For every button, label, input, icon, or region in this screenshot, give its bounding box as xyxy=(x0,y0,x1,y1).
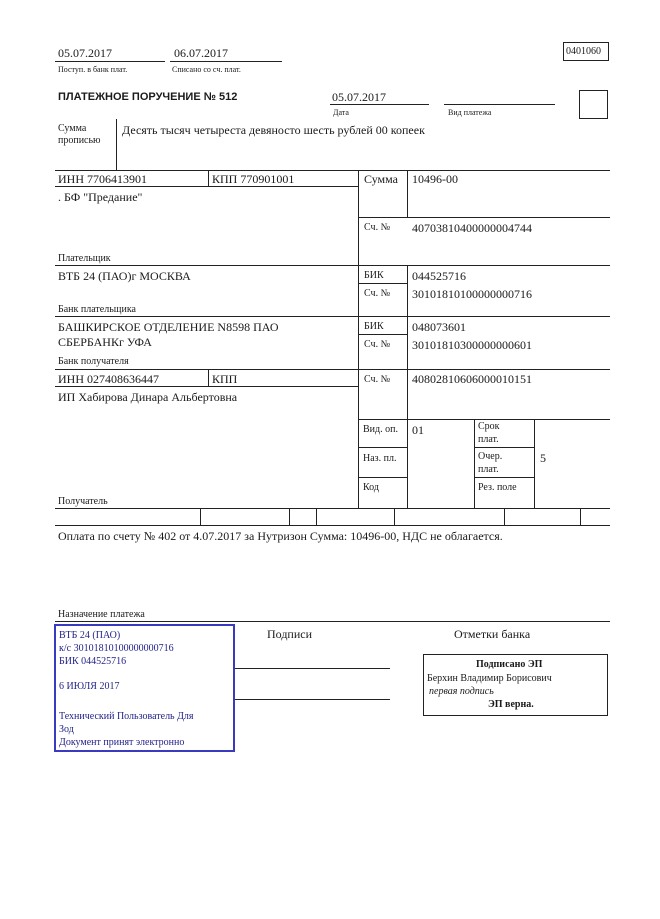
bank-stamp-line1: ВТБ 24 (ПАО) xyxy=(59,630,121,641)
recipient-kpp: КПП xyxy=(212,372,238,386)
grid-line xyxy=(580,508,581,525)
grid-line xyxy=(394,508,395,525)
form-code: 0401060 xyxy=(566,46,601,57)
signature-line-1 xyxy=(234,668,390,669)
grid-line xyxy=(55,369,610,370)
grid-line xyxy=(200,508,201,525)
grid-line xyxy=(407,265,408,508)
debited-date-line xyxy=(170,61,282,62)
payer-bank-label: Банк плательщика xyxy=(58,304,136,315)
recipient-account: 40802810606000010151 xyxy=(412,372,532,386)
payer-bank-bik: 044525716 xyxy=(412,269,466,283)
received-date-line xyxy=(55,61,165,62)
grid-line xyxy=(55,316,610,317)
received-date: 05.07.2017 xyxy=(58,46,112,60)
amount-value: 10496-00 xyxy=(412,172,458,186)
grid-line xyxy=(358,477,408,478)
purpose-text: Оплата по счету № 402 от 4.07.2017 за Нутризон Сумма: 10496-00, НДС не облагается. xyxy=(58,529,503,543)
grid-line xyxy=(55,508,610,509)
purpose-code-label: Наз. пл. xyxy=(363,453,397,464)
form-code-box xyxy=(563,42,609,61)
payer-account: 40703810400000004744 xyxy=(412,221,532,235)
recipient-account-label: Сч. № xyxy=(364,374,391,385)
grid-line xyxy=(289,508,290,525)
grid-line xyxy=(208,170,209,186)
grid-line xyxy=(474,419,475,508)
grid-line xyxy=(504,508,505,525)
signatures-label: Подписи xyxy=(267,627,313,641)
amount-label: Сумма xyxy=(364,172,398,186)
ep-stamp-status: ЭП верна. xyxy=(488,699,534,710)
grid-line xyxy=(55,525,610,526)
grid-line xyxy=(358,334,408,335)
ep-stamp-title: Подписано ЭП xyxy=(476,659,543,670)
recipient-bank-name-1: БАШКИРСКОЕ ОТДЕЛЕНИЕ N8598 ПАО xyxy=(58,320,279,334)
bank-stamp-line5: Технический Пользователь Для xyxy=(59,711,194,722)
purpose-bottom-line xyxy=(55,621,610,622)
reserve-label: Рез. поле xyxy=(478,482,517,493)
grid-line xyxy=(407,170,408,217)
priority-label-1: Очер. xyxy=(478,451,503,462)
grid-line xyxy=(55,386,358,387)
code-label: Код xyxy=(363,482,379,493)
grid-line xyxy=(358,283,408,284)
payer-inn: ИНН 7706413901 xyxy=(58,172,147,186)
ep-stamp-signer: Берхин Владимир Борисович xyxy=(427,673,552,684)
recipient-bank-name-2: СБЕРБАНКг УФА xyxy=(58,335,152,349)
grid-line xyxy=(208,369,209,386)
grid-line xyxy=(358,447,408,448)
priority-label-2: плат. xyxy=(478,464,499,475)
payer-bank-name: ВТБ 24 (ПАО)г МОСКВА xyxy=(58,269,191,283)
grid-line xyxy=(358,419,610,420)
received-label: Поступ. в банк плат. xyxy=(58,65,128,74)
term-label-2: плат. xyxy=(478,434,499,445)
order-date: 05.07.2017 xyxy=(332,90,386,104)
amount-words-label-2: прописью xyxy=(58,135,101,146)
grid-line xyxy=(474,477,534,478)
priority-value: 5 xyxy=(540,451,546,465)
order-date-label: Дата xyxy=(333,108,349,117)
payer-bank-account-label: Сч. № xyxy=(364,288,391,299)
payment-type-line xyxy=(444,104,555,105)
grid-line xyxy=(55,170,610,171)
amount-words-label-1: Сумма xyxy=(58,123,87,134)
recipient-bank-account-label: Сч. № xyxy=(364,339,391,350)
status-box xyxy=(579,90,608,119)
bank-stamp-line3: БИК 044525716 xyxy=(59,656,127,667)
grid-line xyxy=(55,265,610,266)
payer-bank-account: 30101810100000000716 xyxy=(412,287,532,301)
grid-line xyxy=(316,508,317,525)
bank-stamp-line7: Документ принят электронно xyxy=(59,737,185,748)
op-type-value: 01 xyxy=(412,423,424,437)
bank-stamp xyxy=(54,624,235,752)
signature-line-2 xyxy=(234,699,390,700)
recipient-label: Получатель xyxy=(58,496,108,507)
term-label-1: Срок xyxy=(478,421,500,432)
payer-bank-bik-label: БИК xyxy=(364,270,384,281)
payer-account-label: Сч. № xyxy=(364,222,391,233)
grid-line xyxy=(474,447,534,448)
debited-date: 06.07.2017 xyxy=(174,46,228,60)
recipient-inn: ИНН 027408636447 xyxy=(58,372,159,386)
payer-label: Плательщик xyxy=(58,253,111,264)
payer-kpp: КПП 770901001 xyxy=(212,172,295,186)
grid-line xyxy=(55,186,358,187)
amount-words-text: Десять тысяч четыреста девяносто шесть рублей 00 копеек xyxy=(122,123,425,137)
grid-line xyxy=(534,419,535,508)
op-type-label: Вид. оп. xyxy=(363,424,398,435)
order-date-line xyxy=(330,104,429,105)
payer-name: . БФ "Предание" xyxy=(58,190,143,204)
payment-type-label: Вид платежа xyxy=(448,108,492,117)
grid-line xyxy=(358,217,610,218)
bank-stamp-line2: к/с 30101810100000000716 xyxy=(59,643,174,654)
recipient-name: ИП Хабирова Динара Альбертовна xyxy=(58,390,238,404)
bank-stamp-date: 6 ИЮЛЯ 2017 xyxy=(59,681,120,692)
debited-label: Списано со сч. плат. xyxy=(172,65,241,74)
recipient-bank-label: Банк получателя xyxy=(58,356,129,367)
grid-line xyxy=(358,170,359,508)
recipient-bank-bik: 048073601 xyxy=(412,320,466,334)
ep-stamp xyxy=(423,654,608,716)
purpose-label: Назначение платежа xyxy=(58,609,145,620)
ep-stamp-role: первая подпись xyxy=(429,686,494,697)
recipient-bank-bik-label: БИК xyxy=(364,321,384,332)
bank-marks-label: Отметки банка xyxy=(454,627,531,641)
recipient-bank-account: 30101810300000000601 xyxy=(412,338,532,352)
order-title: ПЛАТЕЖНОЕ ПОРУЧЕНИЕ № 512 xyxy=(58,91,238,103)
amount-words-divider xyxy=(116,119,117,170)
bank-stamp-line6: Зод xyxy=(59,724,74,735)
